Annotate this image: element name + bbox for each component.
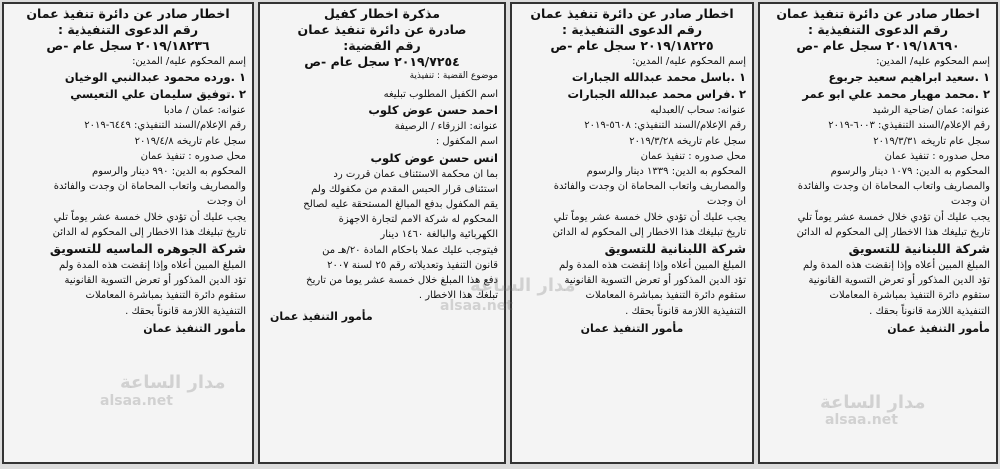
- address: عنوانه: عمان / مادبا: [163, 105, 246, 117]
- issuer: صادرة عن دائرة تنفيذ عمان: [297, 22, 467, 37]
- notice-number: رقم الإعلام/السند التنفيذي: ٦٤٤٩-٢٠١٩: [84, 120, 246, 132]
- case-subject: موضوع القضية : تنفيذية: [409, 71, 498, 81]
- watermark-url: alsaa.net: [825, 412, 898, 428]
- guarantor-name: احمد حسن عوض كلوب: [368, 103, 498, 118]
- debtor-name: ٢ .فراس محمد عبدالله الجبارات: [567, 87, 746, 102]
- case-number: ٢٠١٩/١٨٢٢٥ سجل عام -ص: [550, 38, 714, 53]
- footer-line: تؤد الدين المذكور أو تعرض التسوية القانونية: [564, 275, 746, 287]
- watermark-url: alsaa.net: [100, 393, 173, 409]
- record-date: سجل عام تاريخه ٢٠١٩/٤/٨: [134, 135, 246, 147]
- secured-label: اسم المكفول :: [435, 136, 498, 148]
- body-line: يقم المكفول بدفع المبالغ المستحقة عليه لصالح: [303, 199, 498, 211]
- case-label: رقم القضية:: [343, 38, 421, 53]
- case-number: ٢٠١٩/١٨٦٩٠ سجل عام -ص: [796, 38, 960, 53]
- notice-number: رقم الإعلام/السند التنفيذي: ٦٠٠٣-٢٠١٩: [828, 120, 990, 132]
- address: عنوانه: الزرقاء / الرصيفة: [394, 121, 498, 133]
- watermark-text: مدار الساعة: [120, 372, 226, 393]
- notice-title: اخطار صادر عن دائرة تنفيذ عمان: [530, 6, 734, 21]
- debtor-label: إسم المحكوم عليه/ المدين:: [632, 56, 746, 67]
- creditor-company: شركة الجوهره الماسيه للتسويق: [49, 241, 246, 257]
- body-line: المحكوم له شركة الامم لتجارة الاجهزة: [338, 214, 498, 226]
- case-label: رقم الدعوى التنفيذية :: [57, 22, 199, 37]
- debtor-name: ٢ .محمد مهيار محمد علي ابو عمر: [802, 87, 990, 102]
- body-line: قانون التنفيذ وتعديلاته رقم ٢٥ لسنة ٢٠٠٧: [327, 259, 498, 271]
- body-line: والمصاريف واتعاب المحاماة ان وجدت والفائدة: [53, 181, 246, 193]
- secured-name: انس حسن عوض كلوب: [370, 150, 498, 165]
- record-date: سجل عام تاريخه ٢٠١٩/٣/٣١: [873, 135, 990, 147]
- body-line: المحكوم به الدين: ١٣٣٩ دينار والرسوم: [586, 166, 746, 178]
- body-line: تبلغك هذا الاخطار .: [418, 290, 498, 302]
- body-line: يجب عليك أن تؤدي خلال خمسة عشر يوماً تلي: [553, 211, 746, 223]
- creditor-company: شركة اللبنانية للتسويق: [848, 241, 990, 257]
- notice-title: مذكرة اخطار كفيل: [324, 6, 440, 21]
- footer-line: تؤد الدين المذكور أو تعرض التسوية القانونية: [808, 275, 990, 287]
- notice-title: اخطار صادر عن دائرة تنفيذ عمان: [26, 6, 230, 21]
- creditor-company: شركة اللبنانية للتسويق: [604, 241, 746, 257]
- address: عنوانه: عمان /ضاحية الرشيد: [872, 105, 990, 117]
- notice-4: [2, 2, 254, 464]
- debtor-label: إسم المحكوم عليه/ المدين:: [132, 56, 246, 67]
- signature: مأمور التنفيذ عمان: [580, 321, 684, 335]
- watermark-url: alsaa.net: [440, 298, 513, 314]
- debtor-name: ٢ .توفيق سليمان علي التعيسي: [70, 87, 246, 102]
- footer-line: المبلغ المبين أعلاه وإذا إنقضت هذه المدة ولم: [558, 260, 746, 272]
- debtor-label: إسم المحكوم عليه/ المدين:: [876, 56, 990, 67]
- notice-1: [758, 2, 998, 464]
- address: عنوانه: سحاب /العبدليه: [650, 105, 746, 117]
- body-line: الكهربائية والبالغة ١٤٦٠ دينار: [380, 229, 498, 241]
- guarantor-label: اسم الكفيل المطلوب تبليغه: [383, 89, 498, 100]
- body-line: ان وجدت: [707, 196, 746, 208]
- case-number: ٢٠١٩/١٨٢٣٦ سجل عام -ص: [46, 38, 210, 53]
- footer-line: المبلغ المبين أعلاه وإذا إنقضت هذه المدة ولم: [58, 260, 246, 272]
- footer-line: التنفيذية اللازمة قانوناً بحقك .: [125, 305, 246, 317]
- body-line: فيتوجب عليك عملا باحكام المادة ٢٠/هـ من: [322, 244, 498, 256]
- notice-3-guarantor: [258, 2, 506, 464]
- body-line: يجب عليك أن تؤدي خلال خمسة عشر يوماً تلي: [53, 211, 246, 223]
- issued-place: محل صدوره : تنفيذ عمان: [140, 150, 246, 162]
- body-line: ان وجدت: [207, 196, 246, 208]
- record-date: سجل عام تاريخه ٢٠١٩/٣/٢٨: [629, 135, 746, 147]
- watermark-text: مدار الساعة: [470, 275, 576, 296]
- footer-line: التنفيذية اللازمة قانوناً بحقك .: [869, 305, 990, 317]
- body-line: ان وجدت: [951, 196, 990, 208]
- body-line: المحكوم به الدين: ٩٩٠ دينار والرسوم: [92, 166, 246, 178]
- notice-title: اخطار صادر عن دائرة تنفيذ عمان: [776, 6, 980, 21]
- debtor-name: ١ .باسل محمد عبدالله الجبارات: [571, 70, 746, 85]
- footer-line: ستقوم دائرة التنفيذ بمباشرة المعاملات: [85, 290, 246, 302]
- footer-line: تؤد الدين المذكور أو تعرض التسوية القانونية: [64, 275, 246, 287]
- watermark-text: مدار الساعة: [820, 392, 926, 413]
- footer-line: ستقوم دائرة التنفيذ بمباشرة المعاملات: [829, 290, 990, 302]
- case-label: رقم الدعوى التنفيذية :: [807, 22, 949, 37]
- case-label: رقم الدعوى التنفيذية :: [561, 22, 703, 37]
- issued-place: محل صدوره : تنفيذ عمان: [640, 150, 746, 162]
- body-line: تاريخ تبليغك هذا الاخطار إلى المحكوم له الدائن: [552, 226, 746, 238]
- body-line: تاريخ تبليغك هذا الاخطار إلى المحكوم له الدائن: [52, 226, 246, 238]
- footer-line: ستقوم دائرة التنفيذ بمباشرة المعاملات: [585, 290, 746, 302]
- body-line: والمصاريف واتعاب المحاماة ان وجدت والفائدة: [797, 181, 990, 193]
- body-line: بما ان محكمة الاستئناف عمان قررت رد: [333, 168, 498, 180]
- notice-2: [510, 2, 754, 464]
- signature: مأمور التنفيذ عمان: [143, 321, 246, 335]
- body-line: يجب عليك أن تؤدي خلال خمسة عشر يوماً تلي: [797, 211, 990, 223]
- issued-place: محل صدوره : تنفيذ عمان: [884, 150, 990, 162]
- body-line: تاريخ تبليغك هذا الاخطار إلى المحكوم له الدائن: [796, 226, 990, 238]
- body-line: دفع هذا المبلغ خلال خمسة عشر يوما من تاريخ: [306, 275, 498, 287]
- case-number: ٢٠١٩/٧٢٥٤ سجل عام -ص: [304, 54, 460, 69]
- footer-line: المبلغ المبين أعلاه وإذا إنقضت هذه المدة ولم: [802, 260, 990, 272]
- signature: مأمور التنفيذ عمان: [270, 310, 373, 324]
- body-line: المحكوم به الدين: ١٠٧٩ دينار والرسوم: [830, 166, 990, 178]
- signature: مأمور التنفيذ عمان: [887, 321, 990, 335]
- debtor-name: ١ .ورده محمود عبدالنبي الوخيان: [64, 70, 246, 85]
- footer-line: التنفيذية اللازمة قانوناً بحقك .: [625, 305, 746, 317]
- body-line: والمصاريف واتعاب المحاماة ان وجدت والفائدة: [553, 181, 746, 193]
- debtor-name: ١ .سعيد ابراهيم سعيد جربوع: [828, 70, 990, 85]
- notice-number: رقم الإعلام/السند التنفيذي: ٥٦٠٨-٢٠١٩: [584, 120, 746, 132]
- body-line: استئناف قرار الحبس المقدم من مكفولك ولم: [311, 183, 498, 195]
